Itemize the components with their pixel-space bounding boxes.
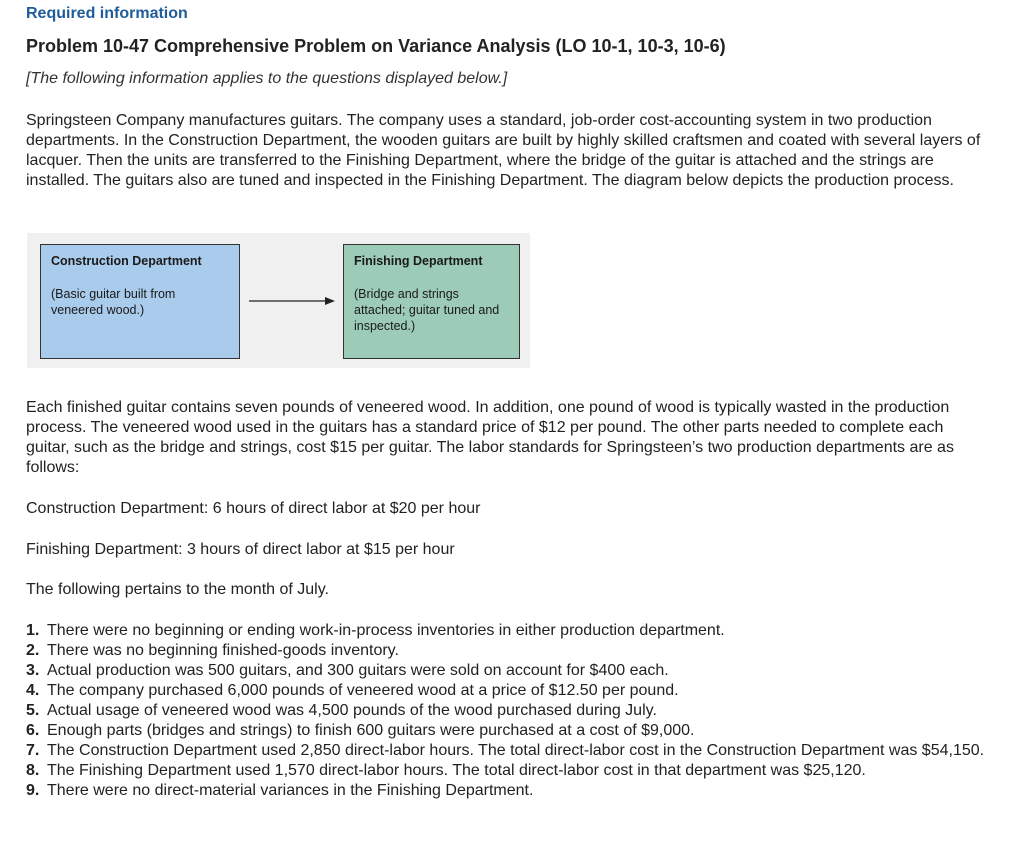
construction-department-box (40, 244, 240, 359)
list-item-number: 4. (26, 682, 40, 699)
list-item (26, 721, 991, 741)
list-item-text: Enough parts (bridges and strings) to finish 600 guitars were purchased at a cost of $9,000. (47, 722, 695, 739)
materials-paragraph: Each finished guitar contains seven pounds of veneered wood. In addition, one pound of wood is typically wasted in the production process. The veneered wood used in the guitars has a standard price of $12 per pound. The other parts needed to complete each guitar, such as the bridge and strings, cost $15 per guitar. The labor standards for Springsteen’s two production departments are as follows: (26, 399, 954, 476)
july-intro: The following pertains to the month of July. (26, 581, 329, 598)
construction-department-desc: (Basic guitar built from veneered wood.) (51, 287, 176, 317)
applies-note: [The following information applies to the questions displayed below.] (26, 70, 508, 87)
construction-department-title: Construction Department (51, 254, 202, 268)
finishing-department-desc: (Bridge and strings attached; guitar tuned and inspected.) (354, 287, 500, 333)
list-item (26, 781, 991, 801)
list-item (26, 621, 991, 641)
production-process-diagram (27, 233, 530, 368)
list-item-text: Actual production was 500 guitars, and 300 guitars were sold on account for $400 each. (47, 662, 669, 679)
list-item (26, 641, 991, 661)
construction-labor-standard: Construction Department: 6 hours of direct labor at $20 per hour (26, 500, 481, 517)
list-item-number: 2. (26, 642, 40, 659)
july-facts-list (26, 621, 991, 801)
required-information-heading: Required information (26, 5, 188, 22)
list-item-text: The Finishing Department used 1,570 direct-labor hours. The total direct-labor cost in that department was $25,120. (47, 762, 866, 779)
list-item-text: The Construction Department used 2,850 direct-labor hours. The total direct-labor cost in the Construction Department was $54,150. (47, 742, 985, 759)
list-item (26, 761, 991, 781)
list-item-text: There were no direct-material variances in the Finishing Department. (47, 782, 534, 799)
list-item-text: There was no beginning finished-goods inventory. (47, 642, 399, 659)
list-item-text: The company purchased 6,000 pounds of veneered wood at a price of $12.50 per pound. (47, 682, 679, 699)
finishing-labor-standard: Finishing Department: 3 hours of direct labor at $15 per hour (26, 541, 455, 558)
list-item-number: 3. (26, 662, 40, 679)
list-item (26, 661, 991, 681)
intro-paragraph: Springsteen Company manufactures guitars. The company uses a standard, job-order cost-accounting system in two production departments. In the Construction Department, the wooden guitars are built by highly skilled craftsmen and coated with several layers of lacquer. Then the units are transferred to the Finishing Department, where the bridge of the guitar is attached and the strings are installed. The guitars also are tuned and inspected in the Finishing Department. The diagram below depicts the production process. (26, 112, 981, 189)
finishing-department-title: Finishing Department (354, 254, 483, 268)
list-item-number: 8. (26, 762, 40, 779)
list-item (26, 701, 991, 721)
list-item-number: 5. (26, 702, 40, 719)
list-item-text: Actual usage of veneered wood was 4,500 pounds of the wood purchased during July. (47, 702, 657, 719)
list-item-number: 6. (26, 722, 40, 739)
problem-title: Problem 10-47 Comprehensive Problem on Variance Analysis (LO 10-1, 10-3, 10-6) (26, 36, 726, 56)
finishing-department-box (343, 244, 520, 359)
list-item-number: 1. (26, 622, 40, 639)
list-item (26, 681, 991, 701)
list-item-text: There were no beginning or ending work-in-process inventories in either production department. (47, 622, 725, 639)
list-item (26, 741, 991, 761)
list-item-number: 9. (26, 782, 40, 799)
list-item-number: 7. (26, 742, 40, 759)
flow-arrow-icon (249, 293, 335, 309)
